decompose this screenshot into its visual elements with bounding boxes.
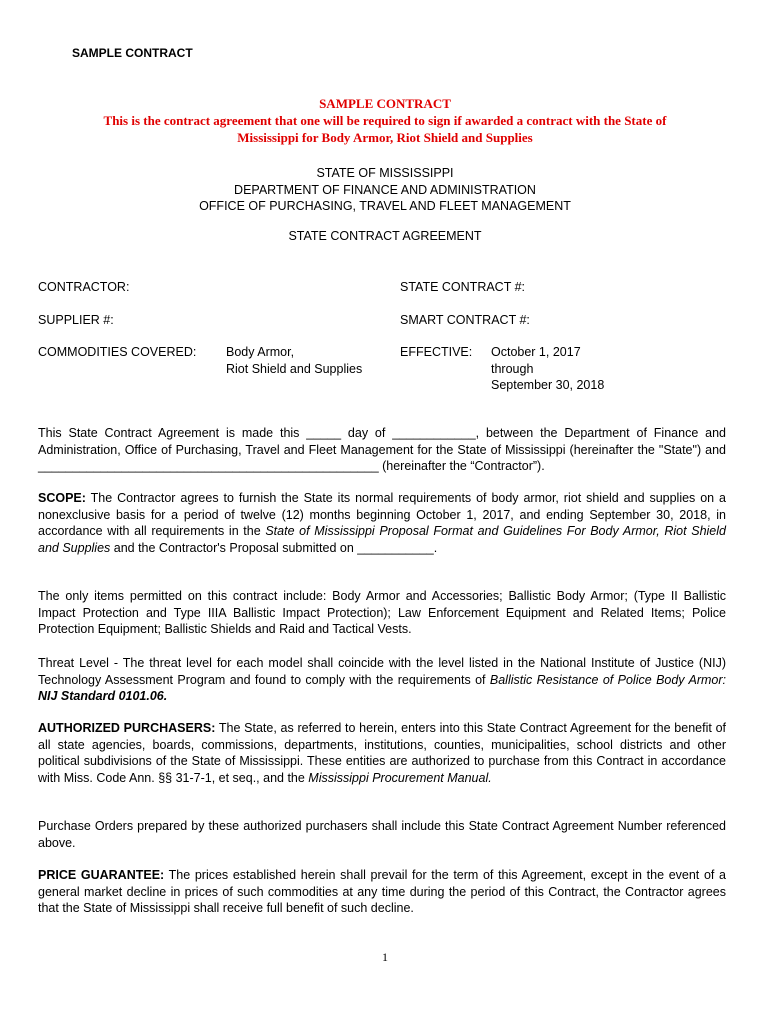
intro-line-2: Mississippi for Body Armor, Riot Shield and Supplies bbox=[237, 130, 533, 145]
commodities-value bbox=[226, 344, 362, 377]
price-text: The prices established herein shall prevail for the term of this Agreement, except in the event of a general market decline in prices of such commodities at any time during the period of this Contract, the Contractor agrees that the State of Mississippi shall receive full benefit of such decline. bbox=[38, 868, 726, 915]
commodities-label: COMMODITIES COVERED: bbox=[38, 345, 197, 359]
scope-text-1: The Contractor agrees to furnish the State its normal requirements of body armor, riot shield and supplies on a nonexclusive basis for a period of twelve (12) months beginning October 1, 2017, and ending September 30, 2018, in accordance with all requirements in the bbox=[38, 491, 726, 538]
agency-block bbox=[40, 165, 730, 215]
page-number: 1 bbox=[382, 950, 388, 964]
threat-paragraph bbox=[38, 655, 726, 705]
agency-office: OFFICE OF PURCHASING, TRAVEL AND FLEET MANAGEMENT bbox=[199, 199, 571, 213]
effective-end: September 30, 2018 bbox=[491, 378, 605, 392]
commodities-line-1: Body Armor, bbox=[226, 345, 295, 359]
agency-state: STATE OF MISSISSIPPI bbox=[316, 166, 454, 180]
threat-standard: NIJ Standard 0101.06. bbox=[38, 689, 168, 703]
intro-block bbox=[60, 95, 710, 146]
threat-italic: Ballistic Resistance of Police Body Armor: bbox=[489, 672, 726, 687]
supplier-label: SUPPLIER #: bbox=[38, 313, 114, 327]
scope-italic: State of Mississippi Proposal Format and Guidelines For Body Armor, Riot Shield and Supplies bbox=[38, 524, 726, 555]
scope-label: SCOPE: bbox=[38, 491, 86, 505]
authorized-italic: Mississippi Procurement Manual. bbox=[308, 770, 492, 785]
header-label: SAMPLE CONTRACT bbox=[72, 46, 193, 60]
smart-contract-label: SMART CONTRACT #: bbox=[400, 313, 530, 327]
authorized-text: The State, as referred to herein, enters into this State Contract Agreement for the benefit of all state agencies, boards, commissions, departments, institutions, counties, municipalities, school districts and other political subdivisions of the State of Mississippi. These entities are authorized to purchase from this Contract in accordance with Miss. Code Ann. §§ 31-7-1, et seq., and the bbox=[38, 721, 726, 785]
intro-line-1: This is the contract agreement that one will be required to sign if awarded a contract with the State of bbox=[103, 113, 667, 128]
effective-value bbox=[491, 344, 604, 394]
purchase-orders-paragraph: Purchase Orders prepared by these authorized purchasers shall include this State Contract Agreement Number referenced above. bbox=[38, 819, 726, 850]
scope-paragraph bbox=[38, 490, 726, 556]
authorized-paragraph bbox=[38, 720, 726, 786]
effective-through: through bbox=[491, 361, 534, 376]
contractor-label: CONTRACTOR: bbox=[38, 280, 130, 294]
effective-label: EFFECTIVE: bbox=[400, 345, 473, 359]
effective-start: October 1, 2017 bbox=[491, 345, 581, 359]
intro-title: SAMPLE CONTRACT bbox=[319, 96, 451, 111]
authorized-label: AUTHORIZED PURCHASERS: bbox=[38, 721, 216, 735]
state-contract-label: STATE CONTRACT #: bbox=[400, 280, 526, 294]
opening-paragraph: This State Contract Agreement is made this _____ day of ____________, between the Department of Finance and Administration, Office of Purchasing, Travel and Fleet Management for the State of Mississippi (hereinafter the "State") and _________________________________________________ (hereinafter the “Contractor”). bbox=[38, 426, 726, 473]
price-label: PRICE GUARANTEE: bbox=[38, 868, 165, 882]
price-guarantee-paragraph bbox=[38, 867, 726, 917]
threat-text: Threat Level - The threat level for each model shall coincide with the level listed in the National Institute of Justice (NIJ) Technology Assessment Program and found to comply with the requirements of bbox=[38, 656, 726, 687]
items-paragraph: The only items permitted on this contract include: Body Armor and Accessories; Ballistic Body Armor; (Type II Ballistic Impact Protection and Type IIIA Ballistic Impact Protection); Law Enforcement Equipment and Related Items; Police Protection Equipment; Ballistic Shields and Raid and Tactical Vests. bbox=[38, 589, 726, 636]
agency-department: DEPARTMENT OF FINANCE AND ADMINISTRATION bbox=[234, 182, 536, 197]
commodities-line-2: Riot Shield and Supplies bbox=[226, 361, 363, 376]
scope-text-2: and the Contractor's Proposal submitted on ___________. bbox=[110, 540, 438, 555]
agreement-title: STATE CONTRACT AGREEMENT bbox=[288, 229, 482, 243]
